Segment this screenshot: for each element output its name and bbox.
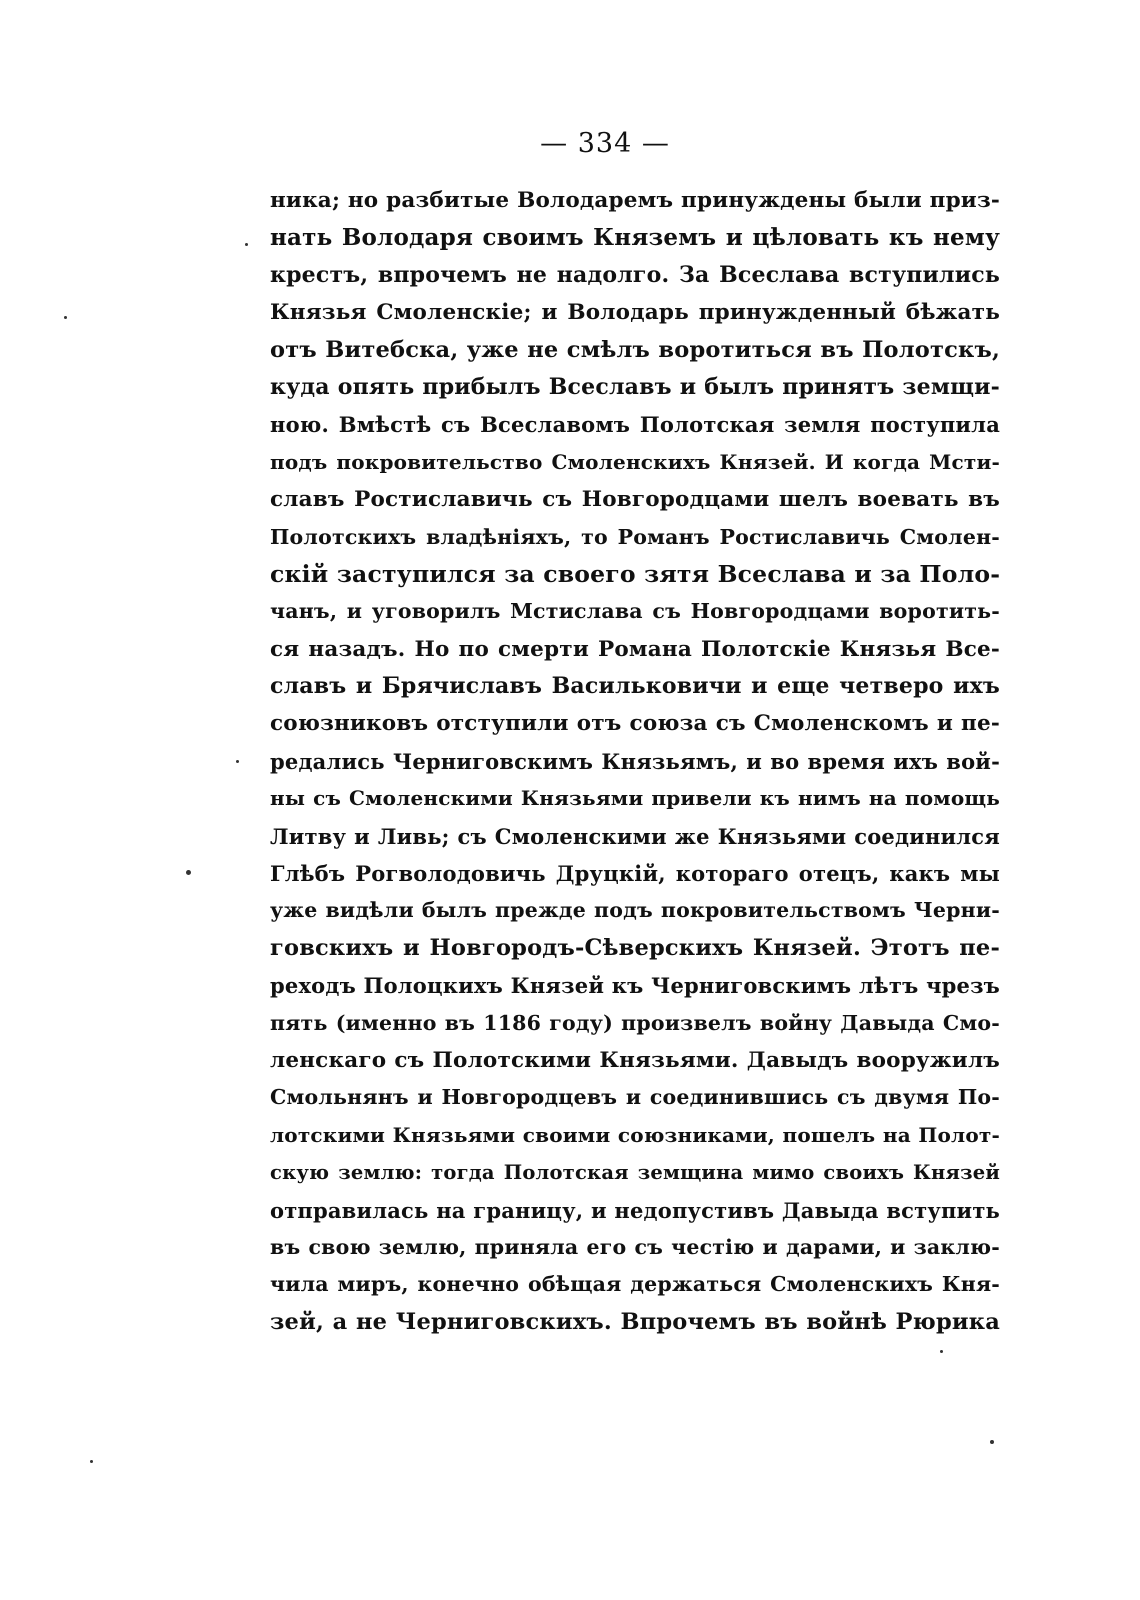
- text-line: ною. Вмѣстѣ съ Всеславомъ Полотская земля поступила: [270, 412, 1000, 438]
- text-line: Полотскихъ владѣніяхъ, то Романъ Ростиславичь Смолен-: [270, 524, 1000, 549]
- text-line: ленскаго съ Полотскими Князьями. Давыдъ вооружилъ: [270, 1047, 1000, 1073]
- text-line: пять (именно въ 1186 году) произвелъ войну Давыда Смо-: [270, 1010, 1000, 1035]
- text-line: Князья Смоленскіе; и Володарь принужденный бѣжать: [270, 300, 1000, 326]
- text-line: славъ Ростиславичь съ Новгородцами шелъ воевать въ: [270, 487, 1000, 513]
- text-line: ны съ Смоленскими Князьями привели къ нимъ на помощь: [270, 786, 1000, 811]
- text-line: ника; но разбитые Володаремъ принуждены были приз-: [270, 188, 1000, 213]
- text-line: въ свою землю, приняла его съ честію и дарами, и заклю-: [270, 1234, 1000, 1259]
- text-line: славъ и Брячиславъ Васильковичи и еще четверо ихъ: [270, 673, 1000, 700]
- text-line: Литву и Ливь; съ Смоленскими же Князьями соединился: [270, 823, 1000, 849]
- text-line: скую землю: тогда Полотская земщина мимо своихъ Князей: [270, 1161, 1000, 1185]
- text-line: говскихъ и Новгородъ-Сѣверскихъ Князей. Этотъ пе-: [270, 934, 1000, 961]
- text-line: Смольнянъ и Новгородцевъ и соединившись съ двумя По-: [270, 1085, 1000, 1110]
- scan-speck: [90, 1460, 93, 1463]
- text-line: отправилась на границу, и недопустивъ Давыда вступить: [270, 1197, 1000, 1223]
- text-line: чанъ, и уговорилъ Мстислава съ Новгородцами воротить-: [270, 599, 1000, 624]
- scan-speck: [236, 760, 239, 763]
- scan-speck: [245, 243, 248, 246]
- page-number: — 334 —: [540, 128, 670, 159]
- text-line: уже видѣли былъ прежде подъ покровительствомъ Черни-: [270, 898, 1000, 923]
- text-line: нать Володаря своимъ Княземъ и цѣловать къ нему: [270, 224, 1000, 252]
- text-line: скій заступился за своего зятя Всеслава и за Поло-: [270, 559, 1000, 588]
- text-line: крестъ, впрочемъ не надолго. За Всеслава вступились: [270, 261, 1000, 288]
- scan-speck: [940, 1350, 943, 1353]
- text-line: подъ покровительство Смоленскихъ Князей. И когда Мсти-: [270, 449, 1000, 474]
- text-line: Глѣбъ Рогволодовичь Друцкій, котораго отецъ, какъ мы: [270, 861, 1000, 887]
- text-line: реходъ Полоцкихъ Князей къ Черниговскимъ лѣтъ чрезъ: [270, 973, 1000, 999]
- scan-speck: [990, 1440, 994, 1444]
- text-line: союзниковъ отступили отъ союза съ Смоленскомъ и пе-: [270, 711, 1000, 737]
- text-line: отъ Витебска, уже не смѣлъ воротиться въ Полотскъ,: [270, 336, 1000, 363]
- text-line: куда опять прибылъ Всеславъ и былъ принятъ земщи-: [270, 373, 1000, 400]
- scan-speck: [64, 316, 67, 319]
- text-line: зей, а не Черниговскихъ. Впрочемъ въ войнѣ Рюрика: [270, 1308, 1000, 1335]
- text-line: редались Черниговскимъ Князьямъ, и во время ихъ вой-: [270, 748, 1000, 774]
- text-line: чила миръ, конечно обѣщая держаться Смоленскихъ Кня-: [270, 1272, 1000, 1297]
- body-text: [270, 182, 1000, 1341]
- text-line: ся назадъ. Но по смерти Романа Полотскіе Князья Все-: [270, 636, 1000, 662]
- scan-speck: [186, 870, 191, 875]
- text-line: лотскими Князьями своими союзниками, пошелъ на Полот-: [270, 1122, 1000, 1147]
